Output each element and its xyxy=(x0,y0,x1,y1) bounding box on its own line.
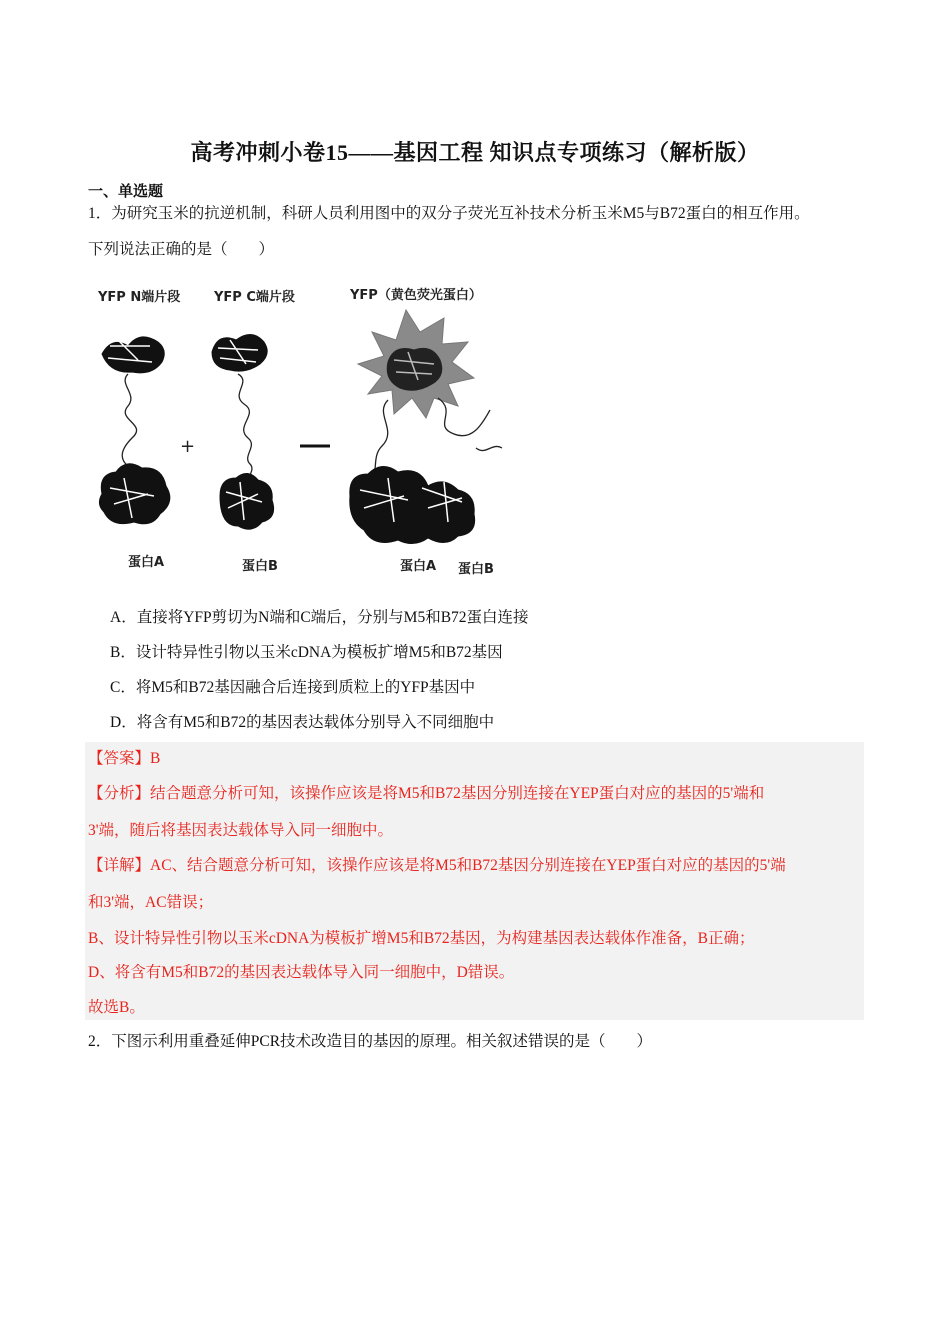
analysis-line-1: 【分析】结合题意分析可知，该操作应该是将M5和B72基因分别连接在YEP蛋白对应的基因的5'端和 xyxy=(88,785,765,802)
section-heading: 一、单选题 xyxy=(88,184,164,200)
figure-label-protein-a: 蛋白A xyxy=(128,555,165,570)
protein-ab-complex xyxy=(350,466,475,543)
option-c: C．将M5和B72基因融合后连接到质粒上的YFP基因中 xyxy=(110,679,476,696)
protein-b-structure xyxy=(220,473,274,529)
question-2-stem: 2．下图示利用重叠延伸PCR技术改造目的基因的原理。相关叙述错误的是（ ） xyxy=(88,1033,653,1050)
option-d: D．将含有M5和B72的基因表达载体分别导入不同细胞中 xyxy=(110,714,495,731)
figure-label-yfp-full: YFP（黄色荧光蛋白） xyxy=(350,288,482,303)
question-1-stem-line-1: 1．为研究玉米的抗逆机制，科研人员利用图中的双分子荧光互补技术分析玉米M5与B72蛋白的相互作用。 xyxy=(88,205,810,222)
page-title: 高考冲刺小卷15——基因工程 知识点专项练习（解析版） xyxy=(190,140,760,165)
bifc-figure xyxy=(88,282,518,582)
conclusion-line: 故选B。 xyxy=(88,999,145,1016)
plus-sign: + xyxy=(180,436,196,457)
detail-line-3: B、设计特异性引物以玉米cDNA为模板扩增M5和B72基因，为构建基因表达载体作准备，B正确； xyxy=(88,930,755,947)
yfp-n-fragment xyxy=(102,337,164,373)
detail-line-2: 和3'端，AC错误； xyxy=(88,894,214,911)
option-a: A．直接将YFP剪切为N端和C端后，分别与M5和B72蛋白连接 xyxy=(110,609,529,626)
protein-a-structure xyxy=(99,464,169,524)
figure-label-yfp-c: YFP C端片段 xyxy=(214,290,295,305)
option-b: B．设计特异性引物以玉米cDNA为模板扩增M5和B72基因 xyxy=(110,644,503,661)
analysis-line-2: 3'端，随后将基因表达载体导入同一细胞中。 xyxy=(88,822,394,839)
detail-line-4: D、将含有M5和B72的基因表达载体导入同一细胞中，D错误。 xyxy=(88,964,515,981)
detail-line-1: 【详解】AC、结合题意分析可知，该操作应该是将M5和B72基因分别连接在YEP蛋白对应的基因的5'端 xyxy=(88,857,786,874)
figure-label-protein-b-right: 蛋白B xyxy=(458,562,494,577)
answer-line: 【答案】B xyxy=(88,750,161,767)
question-1-stem-line-2: 下列说法正确的是（ ） xyxy=(88,241,275,258)
figure-label-yfp-n: YFP N端片段 xyxy=(98,290,181,305)
yfp-c-fragment xyxy=(212,334,267,371)
figure-label-protein-a-right: 蛋白A xyxy=(400,559,437,574)
figure-label-protein-b: 蛋白B xyxy=(242,559,278,574)
